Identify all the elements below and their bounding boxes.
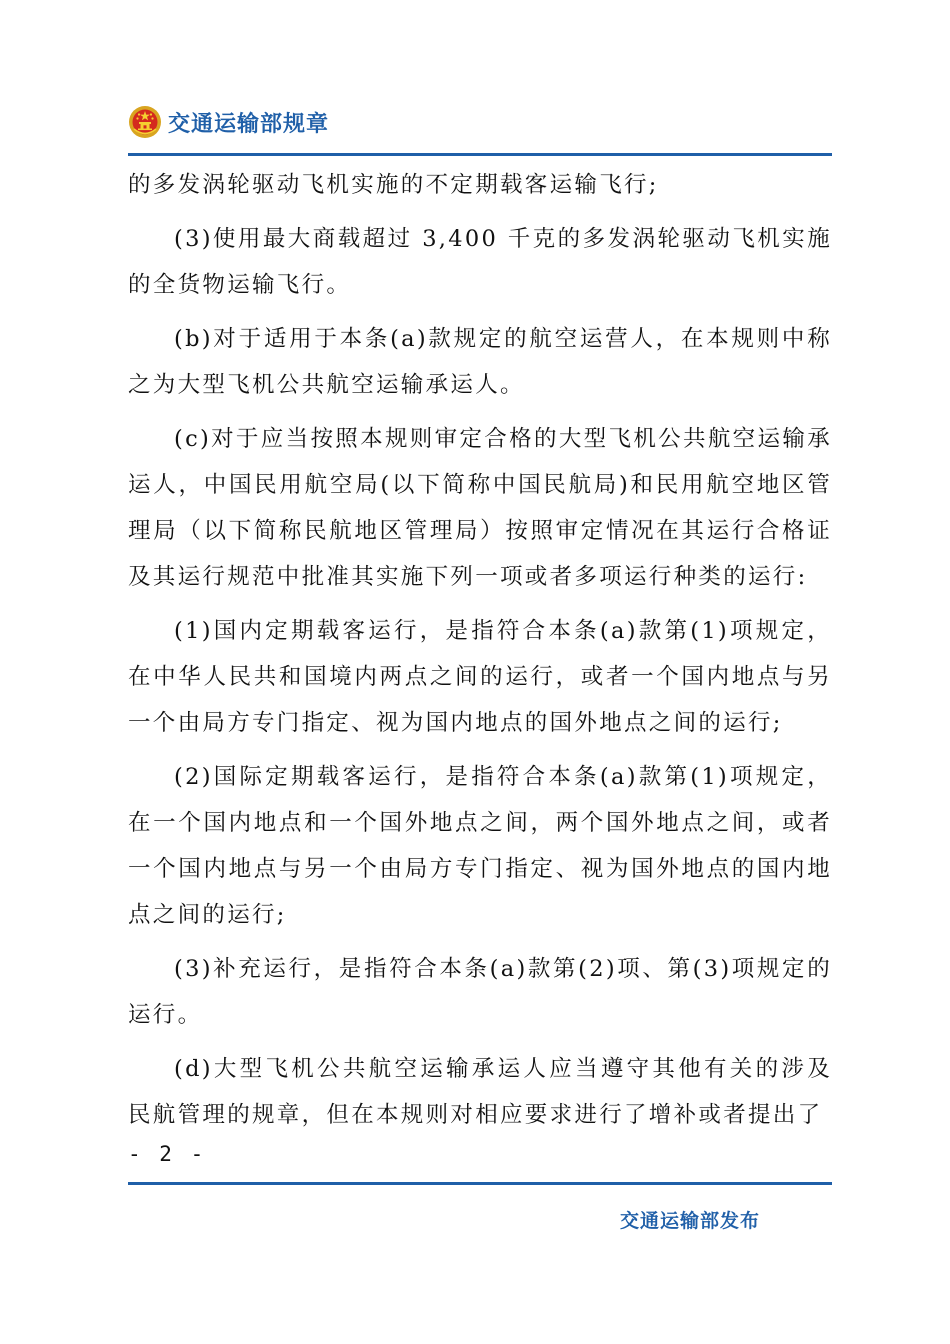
- paragraph: (b)对于适用于本条(a)款规定的航空运营人，在本规则中称之为大型飞机公共航空运输承运人。: [128, 326, 832, 398]
- paragraph: (d)大型飞机公共航空运输承运人应当遵守其他有关的涉及民航管理的规章，但在本规则对相应要求进行了增补或者提出了: [128, 1056, 832, 1128]
- paragraph: (3)补充运行，是指符合本条(a)款第(2)项、第(3)项规定的运行。: [128, 956, 832, 1028]
- header-divider: [128, 153, 832, 156]
- footer-divider: [128, 1182, 832, 1185]
- paragraph: 的多发涡轮驱动飞机实施的不定期载客运输飞行;: [128, 172, 659, 198]
- page-number: - 2 -: [128, 1142, 207, 1166]
- document-body: [128, 162, 832, 1146]
- paragraph: (2)国际定期载客运行，是指符合本条(a)款第(1)项规定，在一个国内地点和一个国外地点之间，两个国外地点之间，或者一个国内地点与另一个由局方专门指定、视为国外地点的国内地点之间的运行;: [128, 764, 832, 928]
- page-header: [128, 100, 329, 144]
- paragraph: (1)国内定期载客运行，是指符合本条(a)款第(1)项规定，在中华人民共和国境内两点之间的运行，或者一个国内地点与另一个由局方专门指定、视为国内地点的国外地点之间的运行;: [128, 618, 832, 736]
- paragraph: (c)对于应当按照本规则审定合格的大型飞机公共航空运输承运人，中国民用航空局(以下简称中国民航局)和民用航空地区管理局（以下简称民航地区管理局）按照审定情况在其运行合格证及其运行规范中批准其实施下列一项或者多项运行种类的运行:: [128, 426, 832, 590]
- paragraph: (3)使用最大商载超过 3,400 千克的多发涡轮驱动飞机实施的全货物运输飞行。: [128, 226, 832, 298]
- header-title: 交通运输部规章: [168, 111, 330, 137]
- footer-publisher: 交通运输部发布: [620, 1210, 761, 1232]
- national-emblem-icon: [128, 105, 162, 139]
